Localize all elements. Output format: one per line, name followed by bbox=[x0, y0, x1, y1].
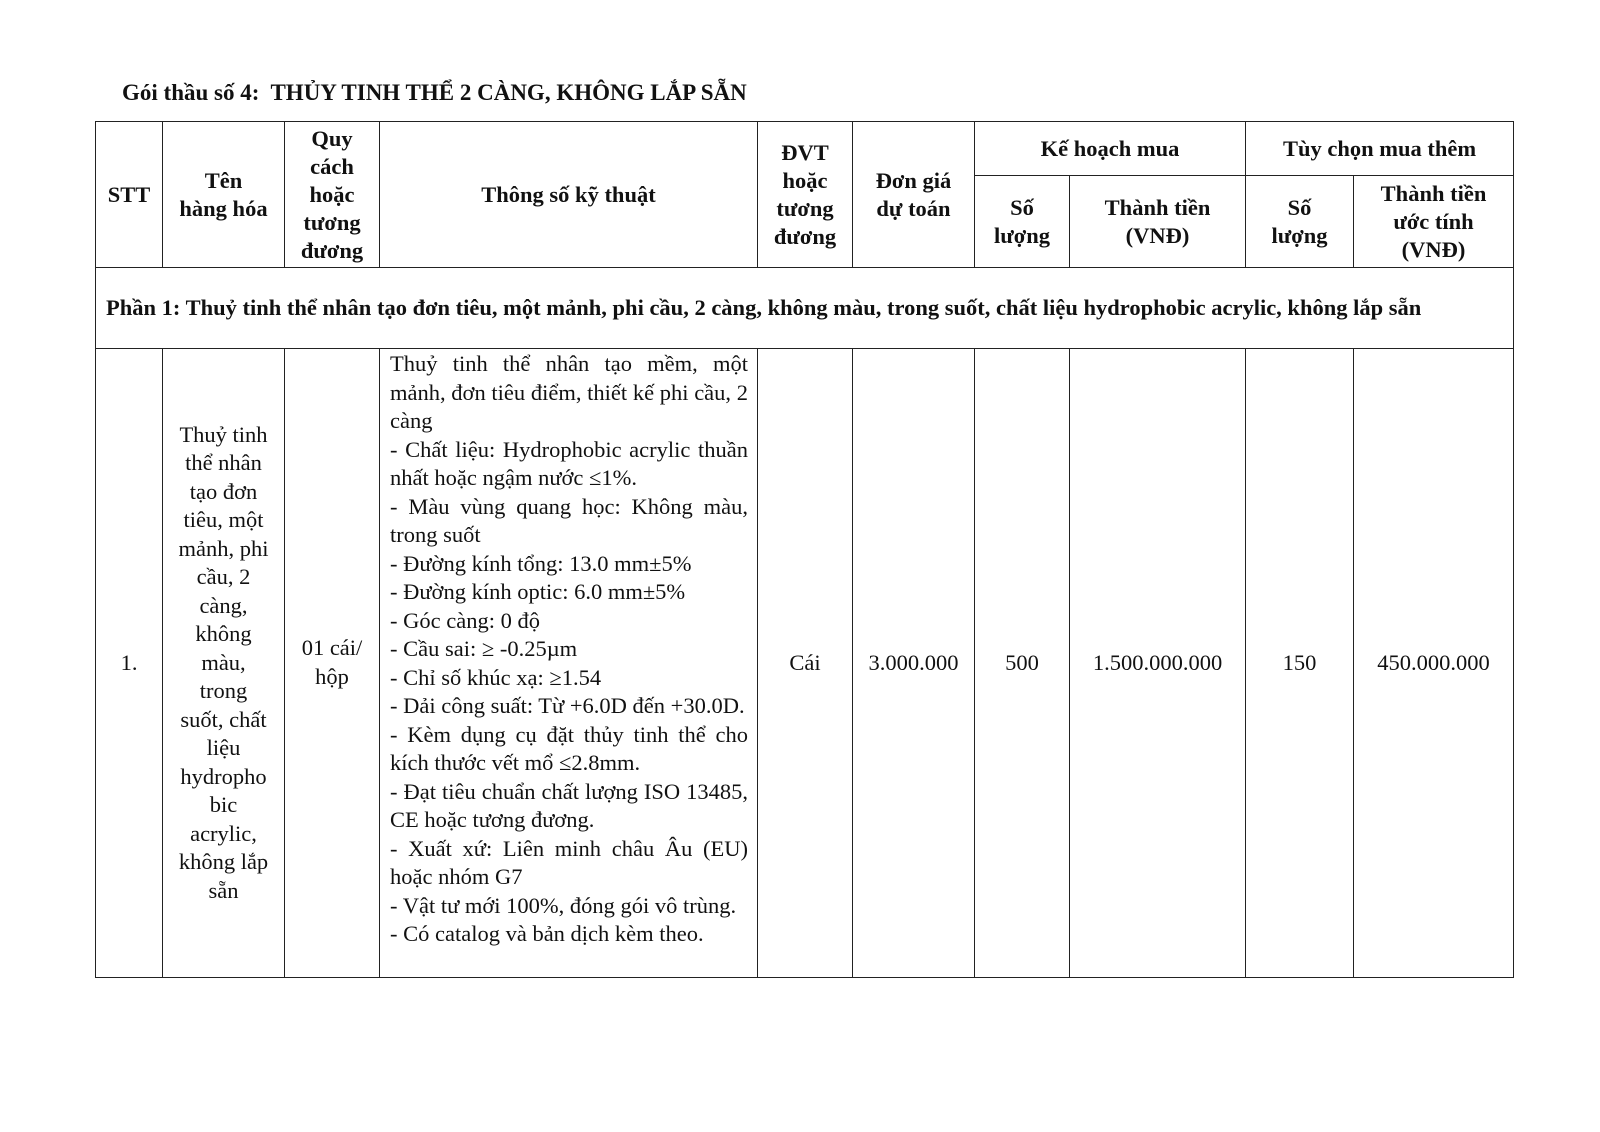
header-packing-spec: Quy cách hoặc tương đương bbox=[285, 122, 380, 268]
header-unit: ĐVT hoặc tương đương bbox=[758, 122, 853, 268]
row-option-amount: 450.000.000 bbox=[1354, 349, 1514, 978]
spec-line: - Chất liệu: Hydrophobic acrylic thuần nhất hoặc ngậm nước ≤1%. bbox=[390, 436, 748, 490]
spec-line: - Màu vùng quang học: Không màu, trong suốt bbox=[390, 493, 748, 547]
part-label: Phần 1: Thuỷ tinh thể nhân tạo đơn tiêu, một mảnh, phi cầu, 2 càng, không màu, trong suốt, chất liệu hydrophobic acrylic, không lắp sẵn bbox=[96, 268, 1514, 349]
header-item-name: Tên hàng hóa bbox=[163, 122, 285, 268]
row-option-quantity: 150 bbox=[1246, 349, 1354, 978]
spec-line: - Chỉ số khúc xạ: ≥1.54 bbox=[390, 664, 602, 690]
header-option-quantity: Số lượng bbox=[1246, 176, 1354, 268]
row-plan-amount: 1.500.000.000 bbox=[1070, 349, 1246, 978]
table-row bbox=[96, 349, 1514, 978]
header-purchase-plan: Kế hoạch mua bbox=[975, 122, 1246, 176]
header-unit-price: Đơn giá dự toán bbox=[853, 122, 975, 268]
header-option-amount: Thành tiền ước tính (VNĐ) bbox=[1354, 176, 1514, 268]
spec-line: - Cầu sai: ≥ -0.25µm bbox=[390, 636, 578, 661]
spec-line: - Đường kính tổng: 13.0 mm±5% bbox=[390, 550, 692, 576]
row-stt: 1. bbox=[96, 349, 163, 978]
header-plan-quantity: Số lượng bbox=[975, 176, 1070, 268]
spec-line: - Góc càng: 0 độ bbox=[390, 607, 540, 633]
spec-line: - Có catalog và bản dịch kèm theo. bbox=[390, 921, 704, 946]
part-row bbox=[96, 268, 1514, 349]
spec-line: - Dải công suất: Từ +6.0D đến +30.0D. bbox=[390, 693, 745, 718]
row-plan-quantity: 500 bbox=[975, 349, 1070, 978]
spec-line: - Đường kính optic: 6.0 mm±5% bbox=[390, 579, 686, 604]
header-plan-amount: Thành tiền (VNĐ) bbox=[1070, 176, 1246, 268]
table-header bbox=[96, 122, 1514, 268]
header-stt: STT bbox=[96, 122, 163, 268]
row-technical-spec bbox=[380, 349, 758, 978]
header-additional-option: Tùy chọn mua thêm bbox=[1246, 122, 1514, 176]
spec-line: - Vật tư mới 100%, đóng gói vô trùng. bbox=[390, 892, 737, 918]
bid-package-table bbox=[95, 121, 1514, 978]
spec-intro: Thuỷ tinh thể nhân tạo mềm, một mảnh, đơn tiêu điểm, thiết kế phi cầu, 2 càng bbox=[390, 351, 748, 433]
row-unit-price: 3.000.000 bbox=[853, 349, 975, 978]
row-item-name: Thuỷ tinh thể nhân tạo đơn tiêu, một mảnh, phi cầu, 2 càng, không màu, trong suốt, chất liệu hydropho bic acrylic, không lắp sẵn bbox=[163, 349, 285, 978]
spec-line: - Kèm dụng cụ đặt thủy tinh thể cho kích thước vết mổ ≤2.8mm. bbox=[390, 721, 748, 775]
row-unit: Cái bbox=[758, 349, 853, 978]
row-packing: 01 cái/ hộp bbox=[285, 349, 380, 978]
spec-line: - Xuất xứ: Liên minh châu Âu (EU) hoặc nhóm G7 bbox=[390, 835, 748, 889]
header-technical-spec: Thông số kỹ thuật bbox=[380, 122, 758, 268]
spec-line: - Đạt tiêu chuẩn chất lượng ISO 13485, CE hoặc tương đương. bbox=[390, 778, 748, 832]
document-title: Gói thầu số 4: THỦY TINH THỂ 2 CÀNG, KHÔNG LẮP SẴN bbox=[122, 80, 747, 105]
